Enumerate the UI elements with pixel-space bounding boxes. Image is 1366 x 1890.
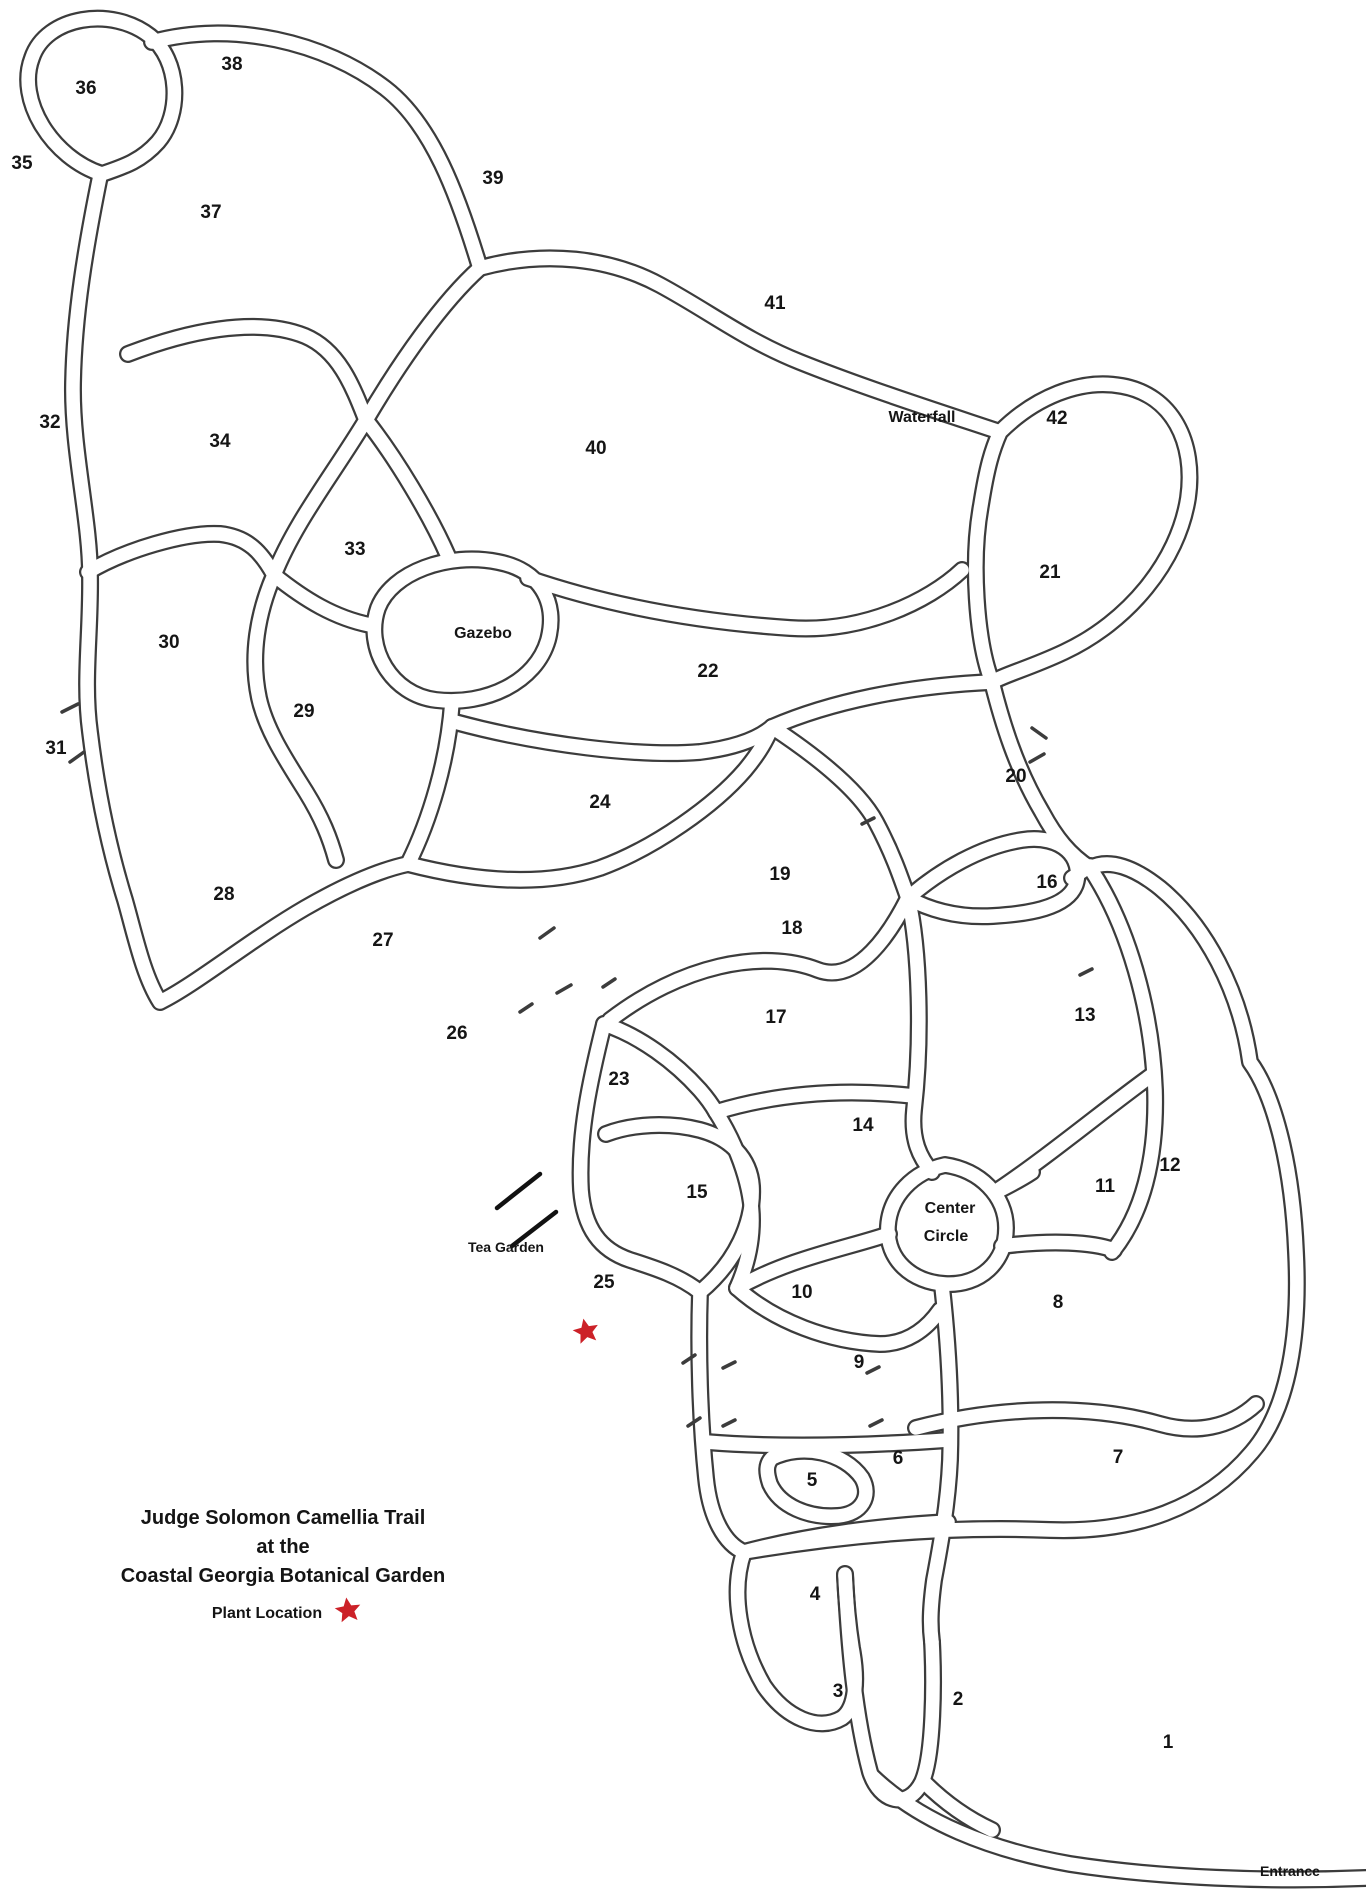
region-number-label: 30 <box>158 632 180 653</box>
region-number-label: 1 <box>1162 1732 1174 1753</box>
trail-path-inner <box>604 1024 716 1112</box>
trail-path-inner <box>366 420 448 556</box>
region-number-label: 10 <box>791 1282 813 1303</box>
region-number-label: 8 <box>1052 1292 1064 1313</box>
map-title-line1: Judge Solomon Camellia Trail <box>140 1507 426 1529</box>
region-number-label: 24 <box>589 792 611 813</box>
region-number-label: 34 <box>209 431 231 452</box>
region-number-label: 41 <box>764 293 786 314</box>
region-number-label: 18 <box>781 918 803 939</box>
place-label: Entrance <box>1260 1863 1320 1879</box>
twig-mark-icon <box>867 1367 879 1373</box>
region-number-label: 21 <box>1039 562 1061 583</box>
region-number-label: 16 <box>1036 872 1058 893</box>
trail-path-inner <box>128 327 366 420</box>
region-number-label: 38 <box>221 54 243 75</box>
region-number-label: 29 <box>293 701 315 722</box>
twig-mark-icon <box>1030 754 1044 762</box>
twig-mark-icon <box>540 928 554 938</box>
region-number-label: 33 <box>344 539 366 560</box>
place-label: Circle <box>923 1228 969 1245</box>
trail-network-outline <box>28 19 1366 1880</box>
trail-path-inner <box>88 534 274 575</box>
trail-path-inner <box>976 384 1190 682</box>
twig-mark-icon <box>1032 728 1046 738</box>
region-number-label: 23 <box>608 1069 630 1090</box>
region-number-label: 15 <box>686 1182 708 1203</box>
region-number-label: 12 <box>1159 1155 1181 1176</box>
region-number-label: 5 <box>806 1470 818 1491</box>
region-number-label: 4 <box>809 1584 821 1605</box>
region-number-label: 32 <box>39 412 61 433</box>
twig-mark-icon <box>520 1004 532 1012</box>
region-number-label: 28 <box>213 884 235 905</box>
region-number-label: 37 <box>200 202 222 223</box>
legend-label: Plant Location <box>211 1605 323 1622</box>
place-label: Gazebo <box>454 625 512 642</box>
legend-star-icon <box>333 1596 362 1623</box>
region-number-label: 36 <box>75 78 97 99</box>
twig-mark-icon <box>723 1420 735 1426</box>
region-number-label: 22 <box>697 661 719 682</box>
twig-mark-icon <box>70 752 84 762</box>
trail-path-inner <box>996 1172 1032 1192</box>
place-label: Waterfall <box>888 409 956 426</box>
region-number-label: 25 <box>593 1272 615 1293</box>
region-number-label: 17 <box>765 1007 787 1028</box>
region-number-label: 14 <box>852 1115 874 1136</box>
map-title-line3: Coastal Georgia Botanical Garden <box>120 1565 446 1587</box>
region-number-label: 11 <box>1094 1176 1116 1197</box>
trail-path-inner <box>73 176 408 1002</box>
region-number-label: 35 <box>11 153 33 174</box>
region-number-label: 2 <box>952 1689 964 1710</box>
map-title-line2: at the <box>256 1536 310 1558</box>
region-number-label: 39 <box>482 168 504 189</box>
twig-mark-icon <box>1080 969 1092 975</box>
region-number-label: 3 <box>832 1681 844 1702</box>
trail-path-inner <box>1002 1243 1114 1250</box>
trail-path-inner <box>480 258 1000 432</box>
trail-path-inner <box>772 682 992 727</box>
region-number-label: 31 <box>45 738 67 759</box>
twig-mark-icon <box>603 979 615 987</box>
region-number-label: 9 <box>853 1352 865 1373</box>
trail-path-inner <box>706 1440 948 1446</box>
map-title-block <box>121 1507 446 1622</box>
region-number-label: 6 <box>892 1448 904 1469</box>
region-number-label: 13 <box>1074 1005 1096 1026</box>
region-number-label: 40 <box>585 438 607 459</box>
twig-mark-icon <box>557 985 571 993</box>
twig-mark-icon <box>870 1420 882 1426</box>
trail-path-inner <box>888 1165 1006 1284</box>
trail-path-inner <box>152 33 480 268</box>
region-number-label: 19 <box>769 864 791 885</box>
region-number-label: 7 <box>1112 1447 1124 1468</box>
place-label: Center <box>924 1200 976 1217</box>
trail-path-inner <box>737 1288 940 1344</box>
region-number-label: 26 <box>446 1023 468 1044</box>
place-label: Tea Garden <box>468 1239 544 1255</box>
plant-location-star-icon <box>571 1316 601 1345</box>
trail-path-inner <box>455 722 772 753</box>
region-number-label: 27 <box>372 930 394 951</box>
trail-path-inner <box>737 1234 889 1288</box>
twig-mark-icon <box>62 704 78 712</box>
trail-path-inner <box>610 898 908 1020</box>
region-number-label: 20 <box>1005 766 1027 787</box>
region-number-label: 42 <box>1046 408 1068 429</box>
twig-mark-icon <box>723 1362 735 1368</box>
tea-garden-gate-tick-icon <box>497 1174 540 1208</box>
